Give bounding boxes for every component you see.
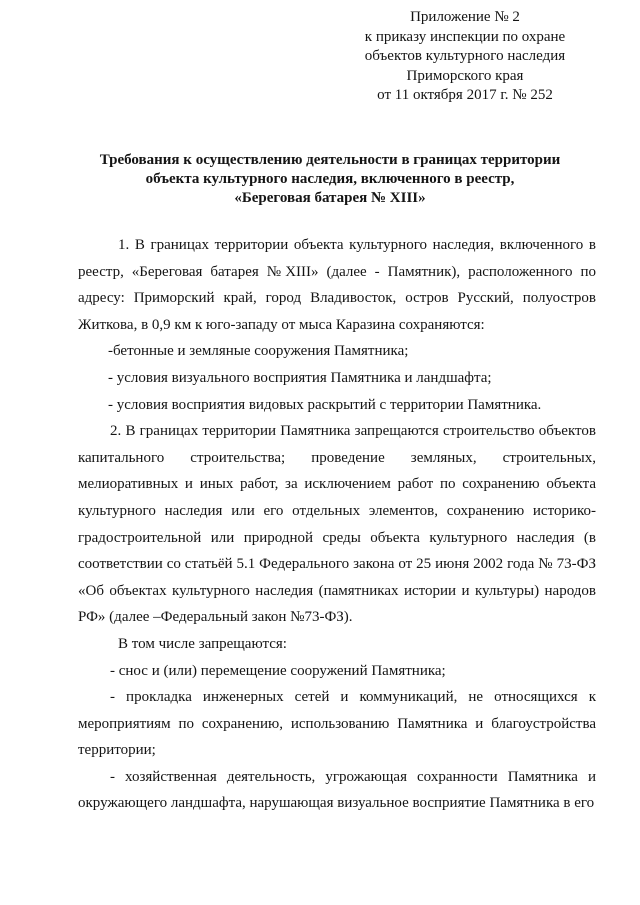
appendix-order-line: к приказу инспекции по охране <box>364 28 566 45</box>
appendix-number: Приложение № 2 <box>410 9 520 25</box>
paragraph-1-item-3: - условия восприятия видовых раскрытий с территории Памятника. <box>108 396 542 413</box>
title-line-1: Требования к осуществлению деятельности в границах территории <box>99 152 561 168</box>
paragraph-3-item-2: - прокладка инженерных сетей и коммуникаций, не относящихся к мероприятиям по сохранению, использованию Памятника и благоустройства территории; <box>78 689 596 759</box>
paragraph-3-item-1: - снос и (или) перемещение сооружений Памятника; <box>110 662 446 679</box>
paragraph-3-item-3: - хозяйственная деятельность, угрожающая сохранности Памятника и окружающего ландшафта, нарушающая визуальное восприятие Памятника в его <box>78 768 596 812</box>
title-line-3: «Береговая батарея № XIII» <box>234 190 426 206</box>
title-line-2: объекта культурного наследия, включенного в реестр, <box>145 171 515 187</box>
appendix-region-line: Приморского края <box>406 67 524 84</box>
appendix-organization-line: объектов культурного наследия <box>364 48 566 64</box>
paragraph-1-item-1: -бетонные и земляные сооружения Памятника; <box>108 343 409 360</box>
paragraph-1-item-2: - условия визуального восприятия Памятника и ландшафта; <box>108 369 492 386</box>
paragraph-3: В том числе запрещаются: <box>118 635 287 652</box>
appendix-header <box>340 8 590 106</box>
document-title <box>80 151 580 208</box>
document-body <box>78 232 596 817</box>
paragraph-2: 2. В границах территории Памятника запрещаются строительство объектов капитального строительства; проведение земляных, строительных, мелиоративных и иных работ, за исключением работ по сохранению объекта культурного наследия или его отдельных элементов, сохранению историко-градостроительной или природной среды объекта культурного наследия (в соответствии со статьёй 5.1 Федерального закона от 25 июня 2002 года № 73-ФЗ «Об объектах культурного наследия (памятниках истории и культуры) народов РФ» (далее –Федеральный закон №73-ФЗ). <box>78 423 596 626</box>
appendix-date-line: от 11 октября 2017 г. № 252 <box>377 87 553 103</box>
paragraph-1: 1. В границах территории объекта культурного наследия, включенного в реестр, «Береговая батарея №XIII» (далее - Памятник), расположенного по адресу: Приморский край, город Владивосток, остров Русский, полуостров Житкова, в 0,9 км к юго-западу от мыса Каразина сохраняются: <box>78 237 596 333</box>
